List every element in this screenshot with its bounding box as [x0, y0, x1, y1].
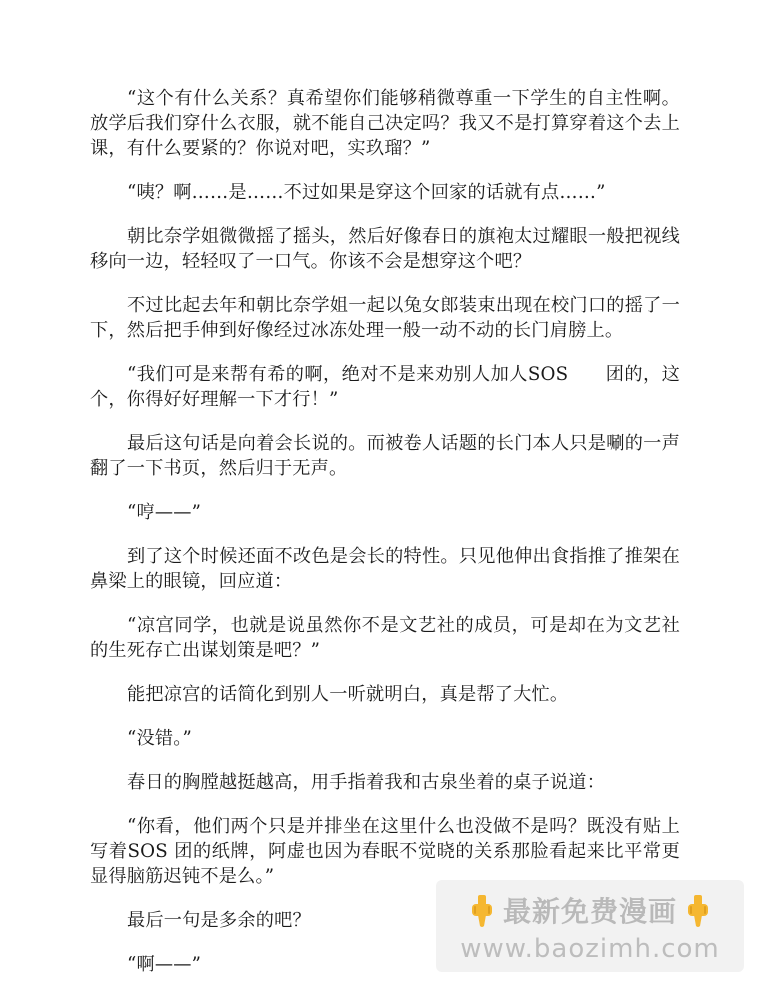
- watermark: [436, 880, 744, 972]
- paragraph: 到了这个时候还面不改色是会长的特性。只见他伸出食指推了推架在鼻梁上的眼镜，回应道：: [90, 546, 680, 592]
- paragraph: 春日的胸膛越挺越高，用手指着我和古泉坐着的桌子说道：: [127, 772, 606, 793]
- paragraph: 朝比奈学姐微微摇了摇头，然后好像春日的旗袍太过耀眼一般把视线移向一边，轻轻叹了一口气。你该不会是想穿这个吧？: [90, 226, 680, 272]
- paragraph: “没错。”: [127, 728, 193, 749]
- pointing-down-hand-icon: [467, 893, 497, 927]
- document-body: [90, 86, 680, 996]
- watermark-title: 最新免费漫画: [502, 895, 677, 928]
- paragraph: 最后一句是多余的吧？: [127, 910, 311, 931]
- paragraph: “凉宫同学，也就是说虽然你不是文艺社的成员，可是却在为文艺社的生死存亡出谋划策是吧？”: [90, 615, 680, 661]
- watermark-url: www.baozimh.com: [460, 934, 720, 964]
- paragraph: “你看，他们两个只是并排坐在这里什么也没做不是吗？既没有贴上写着SOS 团的纸牌，阿虚也因为春眠不觉晓的关系那脸看起来比平常更显得脑筋迟钝不是么。”: [90, 816, 680, 887]
- paragraph: 能把凉宫的话简化到别人一听就明白，真是帮了大忙。: [127, 684, 569, 705]
- paragraph: 最后这句话是向着会长说的。而被卷人话题的长门本人只是唰的一声翻了一下书页，然后归于无声。: [90, 433, 680, 479]
- paragraph: 不过比起去年和朝比奈学姐一起以兔女郎装束出现在校门口的摇了一下，然后把手伸到好像经过冰冻处理一般一动不动的长门肩膀上。: [90, 295, 680, 341]
- paragraph: “啊——”: [127, 954, 202, 975]
- paragraph: “我们可是来帮有希的啊，绝对不是来劝别人加人SOS 团的，这个，你得好好理解一下才行！”: [90, 364, 680, 410]
- paragraph: “这个有什么关系？真希望你们能够稍微尊重一下学生的自主性啊。放学后我们穿什么衣服，就不能自己决定吗？我又不是打算穿着这个去上课，有什么要紧的？你说对吧，实玖瑠？”: [90, 88, 680, 159]
- watermark-title-row: [444, 890, 736, 930]
- paragraph: “哼——”: [127, 502, 202, 523]
- paragraph: “咦？啊……是……不过如果是穿这个回家的话就有点……”: [127, 182, 606, 203]
- pointing-down-hand-icon: [683, 893, 713, 927]
